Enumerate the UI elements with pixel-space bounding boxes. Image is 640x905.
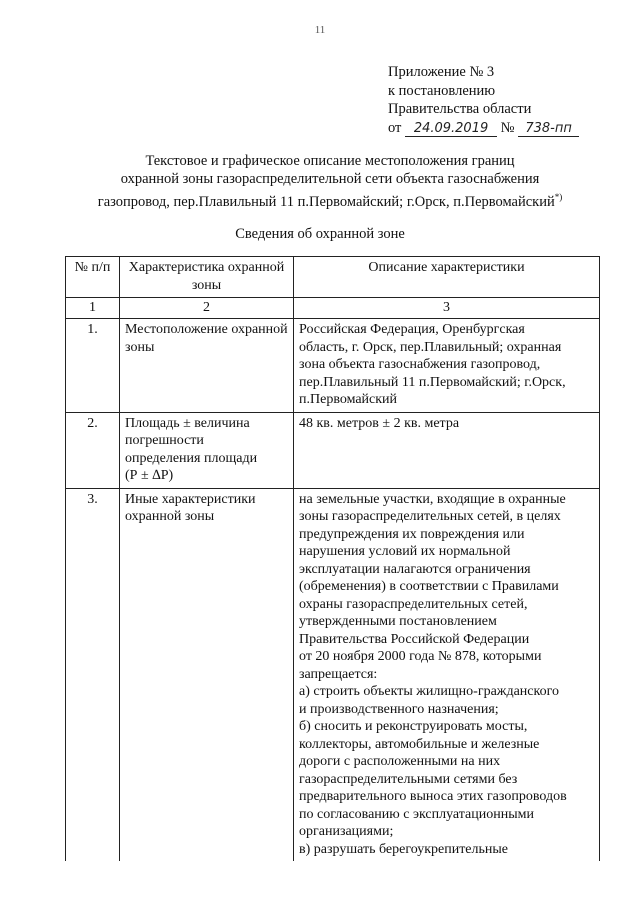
- title-line-last: [60, 188, 600, 211]
- header-cell-characteristic: Характеристика охранной зоны: [120, 257, 294, 298]
- cell-line: запрещается:: [299, 666, 378, 682]
- table-index-row: [66, 298, 600, 319]
- index-cell: 3: [294, 298, 600, 319]
- cell-line: газораспределительными сетями без: [299, 771, 518, 787]
- appendix-line: Приложение № 3: [388, 64, 495, 80]
- cell-line: в) разрушать берегоукрепительные: [299, 841, 509, 857]
- table-row: [66, 412, 600, 488]
- row-characteristic: [120, 412, 294, 488]
- row-number: 1.: [66, 319, 120, 413]
- row-description: [294, 488, 600, 861]
- cell-line: Площадь ± величина: [125, 415, 250, 431]
- title-line: Текстовое и графическое описание местоположения границ: [145, 153, 515, 169]
- row-characteristic: Местоположение охранной зоны: [120, 319, 294, 413]
- appendix-block: [388, 63, 579, 137]
- appendix-line: Правительства области: [388, 101, 532, 117]
- cell-line: от 20 ноября 2000 года № 878, которыми: [299, 649, 542, 664]
- cell-line: Правительства Российской Федерации: [299, 631, 530, 647]
- cell-line: предварительного выноса этих газопроводов: [299, 789, 567, 804]
- cell-line: определения площади: [125, 450, 258, 466]
- cell-line: эксплуатации налагаются ограничения: [299, 561, 531, 577]
- cell-line: п.Первомайский: [299, 392, 398, 407]
- cell-line: по согласованию с эксплуатационными: [299, 806, 534, 822]
- title-line: газопровод, пер.Плавильный 11 п.Первомайский; г.Орск, п.Первомайский: [97, 193, 555, 210]
- section-subtitle: Сведения об охранной зоне: [235, 226, 405, 242]
- cell-line: нарушения условий их нормальной: [299, 544, 511, 559]
- cell-line: охранной зоны: [125, 509, 215, 524]
- row-number: 3.: [66, 488, 120, 861]
- cell-line: на земельные участки, входящие в охранные: [299, 491, 566, 507]
- cell-line: и производственного назначения;: [299, 701, 499, 717]
- cell-line: организациями;: [299, 824, 394, 839]
- table-row: [66, 319, 600, 413]
- cell-line: Российская Федерация, Оренбургская: [299, 322, 525, 337]
- page-marker: 11: [314, 24, 326, 36]
- table-header-row: [66, 257, 600, 298]
- cell-line: б) сносить и реконструировать мосты,: [299, 719, 528, 734]
- cell-line: область, г. Орск, пер.Плавильный; охранная: [299, 339, 562, 355]
- cell-line: утвержденными постановлением: [299, 614, 497, 629]
- cell-line: предупреждения их повреждения или: [299, 526, 525, 542]
- cell-line: коллекторы, автомобильные и железные: [299, 736, 540, 752]
- cell-line: а) строить объекты жилищно-гражданского: [299, 684, 559, 699]
- row-description: 48 кв. метров ± 2 кв. метра: [294, 412, 600, 488]
- cell-line: (обременения) в соответствии с Правилами: [299, 579, 559, 594]
- number-sign: №: [500, 119, 515, 136]
- appendix-line: к постановлению: [388, 82, 496, 99]
- cell-line: дороги с расположенными на них: [299, 754, 501, 769]
- table-row: [66, 488, 600, 861]
- index-cell: 2: [120, 298, 294, 319]
- cell-line: зона объекта газоснабжения газопровод,: [299, 357, 541, 372]
- document-title: [60, 152, 600, 211]
- header-cell-num: № п/п: [66, 257, 120, 298]
- cell-line: охраны газораспределительных сетей,: [299, 596, 528, 612]
- appendix-prefix: от: [388, 119, 402, 136]
- handwritten-date: 24.09.2019: [405, 122, 497, 137]
- row-number: 2.: [66, 412, 120, 488]
- row-description: [294, 319, 600, 413]
- cell-line: Иные характеристики: [125, 491, 256, 507]
- cell-line: (Р ± ∆Р): [125, 468, 174, 483]
- footnote-mark: *): [554, 192, 563, 202]
- cell-line: зоны газораспределительных сетей, в целях: [299, 509, 561, 524]
- zone-info-table: [65, 256, 600, 861]
- appendix-date-line: [388, 119, 579, 138]
- title-line: охранной зоны газораспределительной сети объекта газоснабжения: [120, 171, 540, 187]
- row-characteristic: [120, 488, 294, 861]
- index-cell: 1: [66, 298, 120, 319]
- cell-line: пер.Плавильный 11 п.Первомайский; г.Орск,: [299, 374, 566, 390]
- cell-line: погрешности: [125, 433, 204, 448]
- handwritten-number: 738-пп: [518, 122, 579, 137]
- header-cell-description: Описание характеристики: [294, 257, 600, 298]
